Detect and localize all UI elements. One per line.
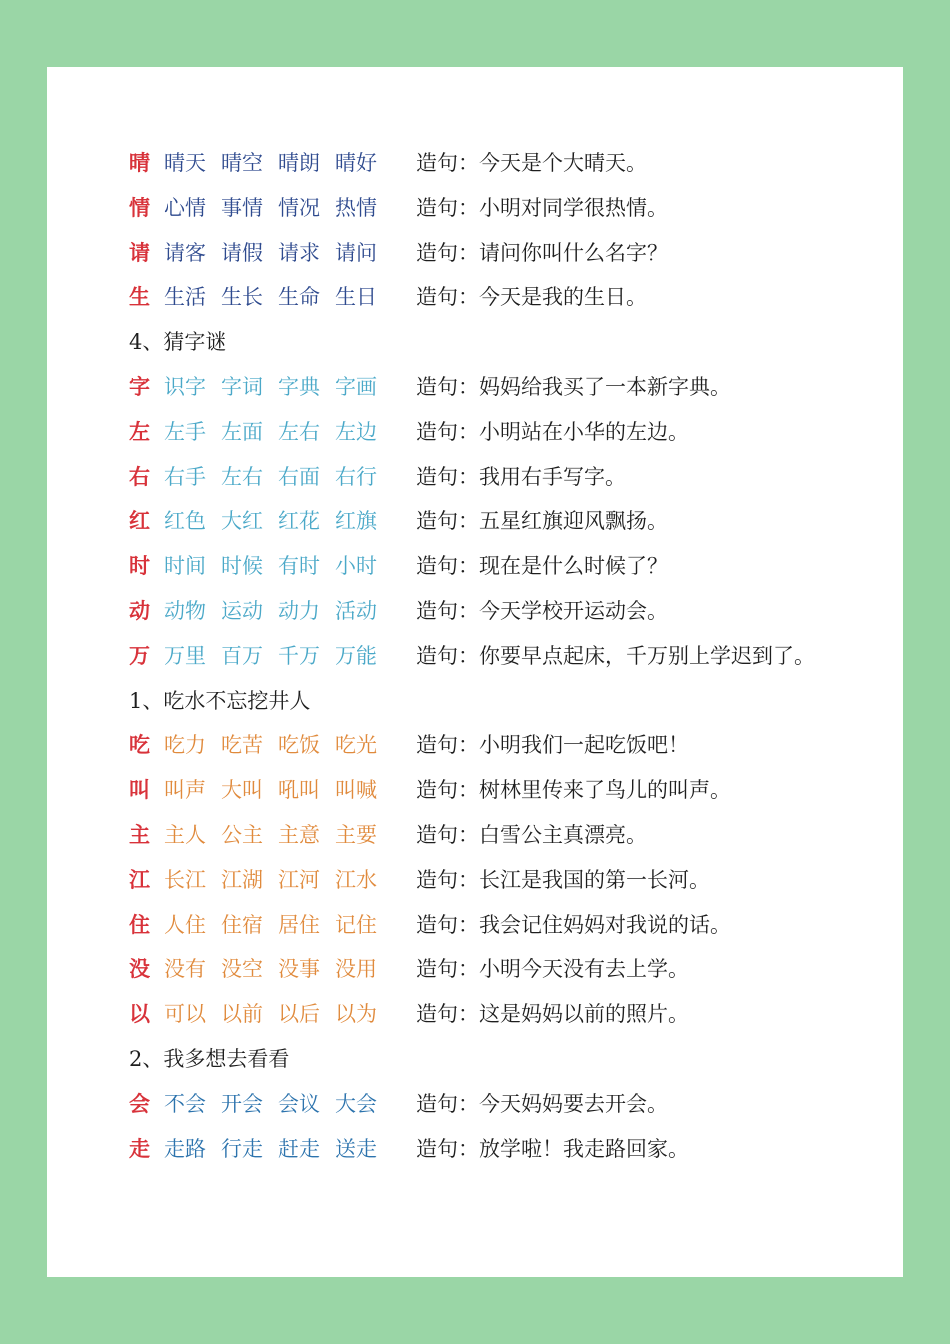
section-3 bbox=[129, 679, 889, 1037]
compound-word: 左面 bbox=[221, 419, 263, 444]
example-sentence: 造句：五星红旗迎风飘扬。 bbox=[416, 509, 668, 534]
compound-word: 晴朗 bbox=[278, 151, 320, 175]
example-sentence: 造句：小明站在小华的左边。 bbox=[416, 419, 689, 444]
target-character: 会 bbox=[129, 1090, 150, 1116]
compound-word: 送走 bbox=[335, 1136, 377, 1161]
compound-word: 主意 bbox=[278, 822, 320, 847]
target-character: 时 bbox=[129, 553, 150, 579]
word-row bbox=[129, 1127, 889, 1172]
compound-word: 请求 bbox=[278, 240, 320, 265]
compound-word: 会议 bbox=[278, 1091, 320, 1116]
compound-word: 没有 bbox=[164, 957, 206, 982]
target-character: 请 bbox=[129, 239, 150, 265]
word-row bbox=[129, 499, 889, 544]
example-sentence: 造句：小明我们一起吃饭吧！ bbox=[416, 733, 689, 758]
example-sentence: 造句：今天是我的生日。 bbox=[416, 285, 647, 310]
compound-word: 晴好 bbox=[335, 151, 377, 175]
compound-word: 左手 bbox=[164, 419, 206, 444]
compound-word: 居住 bbox=[278, 912, 320, 937]
section-1 bbox=[129, 141, 889, 320]
compound-word: 右面 bbox=[278, 464, 320, 489]
compound-word: 吃力 bbox=[164, 733, 206, 758]
compound-word: 行走 bbox=[221, 1136, 263, 1161]
target-character: 吃 bbox=[129, 732, 150, 758]
compound-word: 叫声 bbox=[164, 778, 206, 803]
word-row bbox=[129, 723, 889, 768]
compound-word: 千万 bbox=[278, 643, 320, 668]
section-2 bbox=[129, 320, 889, 678]
target-character: 动 bbox=[129, 597, 150, 623]
compound-word: 红旗 bbox=[335, 509, 377, 534]
compound-word: 以后 bbox=[278, 1002, 320, 1027]
compound-word: 以前 bbox=[221, 1002, 263, 1027]
compound-word: 开会 bbox=[221, 1091, 263, 1116]
compound-word: 字画 bbox=[335, 374, 377, 399]
example-sentence: 造句：小明对同学很热情。 bbox=[416, 195, 668, 220]
compound-word: 主要 bbox=[335, 822, 377, 847]
compound-word: 字典 bbox=[278, 374, 320, 399]
compound-word: 大叫 bbox=[221, 778, 263, 803]
word-row bbox=[129, 455, 889, 500]
compound-word: 字词 bbox=[221, 374, 263, 399]
compound-word: 百万 bbox=[221, 643, 263, 668]
section-heading: 1、吃水不忘挖井人 bbox=[129, 688, 311, 713]
compound-word: 公主 bbox=[221, 822, 263, 847]
word-row bbox=[129, 275, 889, 320]
example-sentence: 造句：今天学校开运动会。 bbox=[416, 598, 668, 623]
word-row bbox=[129, 992, 889, 1037]
compound-word: 请假 bbox=[221, 240, 263, 265]
word-row bbox=[129, 1082, 889, 1127]
compound-word: 红花 bbox=[278, 509, 320, 534]
compound-word: 有时 bbox=[278, 554, 320, 579]
compound-word: 以为 bbox=[335, 1002, 377, 1027]
compound-word: 左右 bbox=[278, 419, 320, 444]
word-row bbox=[129, 947, 889, 992]
target-character: 万 bbox=[129, 642, 150, 668]
example-sentence: 造句：妈妈给我买了一本新字典。 bbox=[416, 374, 731, 399]
compound-word: 右行 bbox=[335, 464, 377, 489]
word-row bbox=[129, 858, 889, 903]
word-row bbox=[129, 410, 889, 455]
example-sentence: 造句：放学啦！我走路回家。 bbox=[416, 1136, 689, 1161]
target-character: 红 bbox=[129, 508, 150, 534]
compound-word: 人住 bbox=[164, 912, 206, 937]
compound-word: 可以 bbox=[164, 1002, 206, 1027]
compound-word: 小时 bbox=[335, 554, 377, 579]
example-sentence: 造句：现在是什么时候了？ bbox=[416, 554, 668, 579]
target-character: 江 bbox=[129, 866, 150, 892]
compound-word: 生命 bbox=[278, 285, 320, 310]
target-character: 没 bbox=[129, 956, 150, 982]
compound-word: 记住 bbox=[335, 912, 377, 937]
compound-word: 运动 bbox=[221, 598, 263, 623]
target-character: 左 bbox=[129, 418, 150, 444]
word-row bbox=[129, 634, 889, 679]
compound-word: 时间 bbox=[164, 554, 206, 579]
section-heading: 2、我多想去看看 bbox=[129, 1046, 290, 1071]
word-row bbox=[129, 589, 889, 634]
target-character: 晴 bbox=[129, 150, 150, 175]
word-row bbox=[129, 141, 889, 186]
word-row bbox=[129, 365, 889, 410]
example-sentence: 造句：我会记住妈妈对我说的话。 bbox=[416, 912, 731, 937]
compound-word: 晴空 bbox=[221, 151, 263, 175]
compound-word: 心情 bbox=[164, 195, 206, 220]
compound-word: 请客 bbox=[164, 240, 206, 265]
worksheet-page bbox=[47, 67, 903, 1277]
word-row bbox=[129, 768, 889, 813]
compound-word: 红色 bbox=[164, 509, 206, 534]
compound-word: 动力 bbox=[278, 598, 320, 623]
example-sentence: 造句：你要早点起床，千万别上学迟到了。 bbox=[416, 643, 815, 668]
word-row bbox=[129, 903, 889, 948]
example-sentence: 造句：白雪公主真漂亮。 bbox=[416, 822, 647, 847]
target-character: 走 bbox=[129, 1135, 150, 1161]
compound-word: 晴天 bbox=[164, 151, 206, 175]
example-sentence: 造句：长江是我国的第一长河。 bbox=[416, 867, 710, 892]
compound-word: 没空 bbox=[221, 957, 263, 982]
word-row bbox=[129, 231, 889, 276]
target-character: 住 bbox=[129, 911, 150, 937]
target-character: 情 bbox=[129, 194, 150, 220]
example-sentence: 造句：树林里传来了鸟儿的叫声。 bbox=[416, 778, 731, 803]
compound-word: 江水 bbox=[335, 867, 377, 892]
word-row bbox=[129, 813, 889, 858]
example-sentence: 造句：今天是个大晴天。 bbox=[416, 151, 647, 175]
compound-word: 长江 bbox=[164, 867, 206, 892]
section-4 bbox=[129, 1037, 889, 1171]
example-sentence: 造句：请问你叫什么名字？ bbox=[416, 240, 668, 265]
compound-word: 生日 bbox=[335, 285, 377, 310]
compound-word: 生长 bbox=[221, 285, 263, 310]
compound-word: 情况 bbox=[278, 195, 320, 220]
compound-word: 动物 bbox=[164, 598, 206, 623]
example-sentence: 造句：这是妈妈以前的照片。 bbox=[416, 1002, 689, 1027]
compound-word: 吃苦 bbox=[221, 733, 263, 758]
compound-word: 请问 bbox=[335, 240, 377, 265]
compound-word: 吃饭 bbox=[278, 733, 320, 758]
target-character: 字 bbox=[129, 373, 150, 399]
target-character: 叫 bbox=[129, 777, 150, 803]
compound-word: 左边 bbox=[335, 419, 377, 444]
compound-word: 大会 bbox=[335, 1091, 377, 1116]
compound-word: 大红 bbox=[221, 509, 263, 534]
section-heading: 4、猜字谜 bbox=[129, 330, 227, 355]
word-row bbox=[129, 544, 889, 589]
example-sentence: 造句：今天妈妈要去开会。 bbox=[416, 1091, 668, 1116]
compound-word: 不会 bbox=[164, 1091, 206, 1116]
compound-word: 识字 bbox=[164, 374, 206, 399]
compound-word: 没事 bbox=[278, 957, 320, 982]
example-sentence: 造句：我用右手写字。 bbox=[416, 464, 626, 489]
example-sentence: 造句：小明今天没有去上学。 bbox=[416, 957, 689, 982]
compound-word: 活动 bbox=[335, 598, 377, 623]
target-character: 以 bbox=[129, 1001, 150, 1027]
compound-word: 万能 bbox=[335, 643, 377, 668]
compound-word: 左右 bbox=[221, 464, 263, 489]
compound-word: 主人 bbox=[164, 822, 206, 847]
word-row bbox=[129, 186, 889, 231]
compound-word: 吃光 bbox=[335, 733, 377, 758]
target-character: 右 bbox=[129, 463, 150, 489]
target-character: 生 bbox=[129, 284, 150, 310]
compound-word: 走路 bbox=[164, 1136, 206, 1161]
compound-word: 生活 bbox=[164, 285, 206, 310]
compound-word: 时候 bbox=[221, 554, 263, 579]
compound-word: 热情 bbox=[335, 195, 377, 220]
worksheet-content bbox=[129, 141, 889, 1171]
compound-word: 没用 bbox=[335, 957, 377, 982]
compound-word: 赶走 bbox=[278, 1136, 320, 1161]
compound-word: 叫喊 bbox=[335, 778, 377, 803]
compound-word: 事情 bbox=[221, 195, 263, 220]
compound-word: 住宿 bbox=[221, 912, 263, 937]
compound-word: 江湖 bbox=[221, 867, 263, 892]
compound-word: 右手 bbox=[164, 464, 206, 489]
compound-word: 吼叫 bbox=[278, 778, 320, 803]
compound-word: 万里 bbox=[164, 643, 206, 668]
target-character: 主 bbox=[129, 821, 150, 847]
compound-word: 江河 bbox=[278, 867, 320, 892]
